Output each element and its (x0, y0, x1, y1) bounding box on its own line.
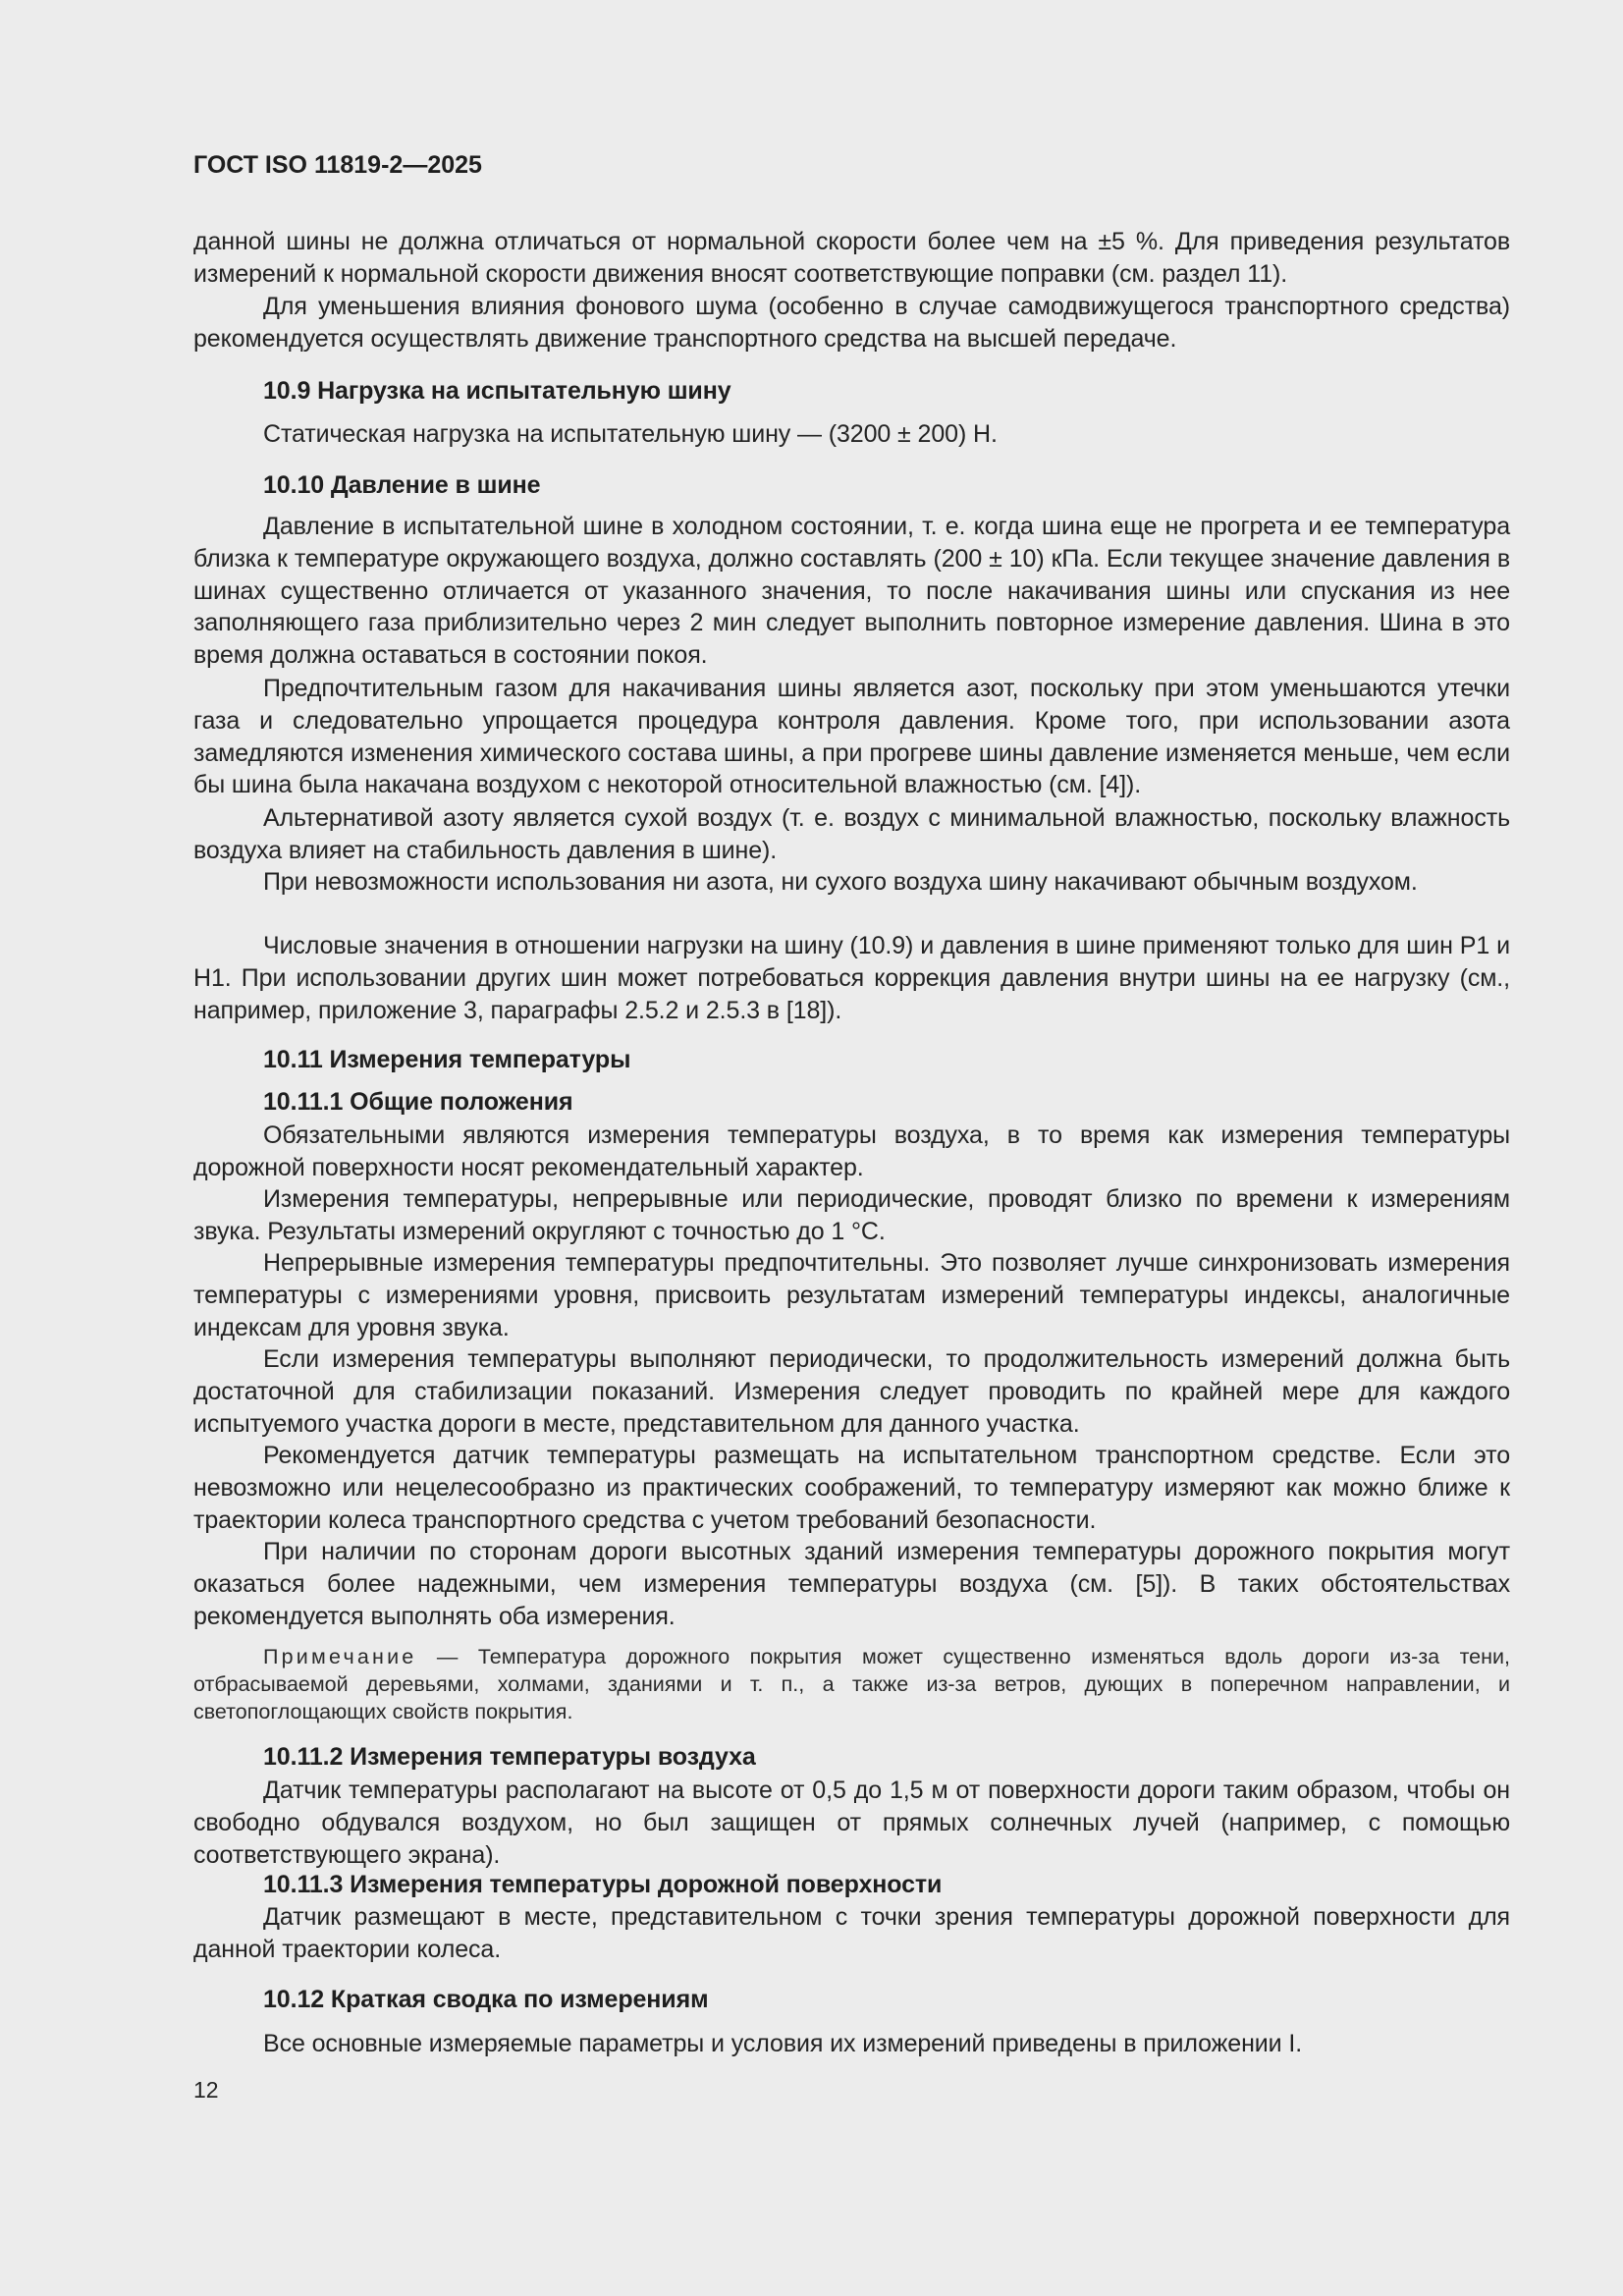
subsection-heading: 10.11.1 Общие положения (263, 1088, 573, 1116)
paragraph: Числовые значения в отношении нагрузки на шину (10.9) и давления в шине применяют только для шин P1 и H1. При использовании других шин может потребоваться коррекция давления внутри шины на ее нагрузку (см., например, приложение 3, параграфы 2.5.2 и 2.5.3 в [18]). (193, 932, 1510, 1024)
section-heading: 10.9 Нагрузка на испытательную шину (263, 377, 731, 405)
paragraph: Давление в испытательной шине в холодном состоянии, т. е. когда шина еще не прогрета и ее температура близка к температуре окружающего воздуха, должно составлять (200 ± 10) кПа. Если текущее значение давления в шинах существенно отличается от указанного значения, то после накачивания шины или спускания из нее заполняющего газа приблизительно через 2 мин следует выполнить повторное измерение давления. Шина в это время должна оставаться в состоянии покоя. (193, 513, 1510, 670)
subsection-heading: 10.11.2 Измерения температуры воздуха (263, 1743, 756, 1771)
note (193, 1643, 1510, 1725)
note-label: Примечание (263, 1645, 417, 1668)
paragraph: Рекомендуется датчик температуры размещать на испытательном транспортном средстве. Если это невозможно или нецелесообразно из практических соображений, то температуру измеряют как можно ближе к траектории колеса транспортного средства с учетом требований безопасности. (193, 1442, 1510, 1534)
section-heading: 10.11 Измерения температуры (263, 1046, 631, 1073)
paragraph: Для уменьшения влияния фонового шума (особенно в случае самодвижущегося транспортного средства) рекомендуется осуществлять движение транспортного средства на высшей передаче. (193, 293, 1510, 353)
paragraph: Статическая нагрузка на испытательную шину — (3200 ± 200) Н. (263, 420, 998, 448)
section-heading: 10.10 Давление в шине (263, 471, 541, 499)
page-number: 12 (193, 2077, 219, 2103)
paragraph: Обязательными являются измерения температуры воздуха, в то время как измерения температуры дорожной поверхности носят рекомендательный характер. (193, 1121, 1510, 1181)
paragraph: данной шины не должна отличаться от нормальной скорости более чем на ±5 %. Для приведения результатов измерений к нормальной скорости движения вносят соответствующие поправки (см. раздел 11). (193, 228, 1510, 288)
paragraph: Предпочтительным газом для накачивания шины является азот, поскольку при этом уменьшаются утечки газа и следовательно упрощается процедура контроля давления. Кроме того, при использовании азота замедляются изменения химического состава шины, а при прогреве шины давление изменяется меньше, чем если бы шина была накачана воздухом с некоторой относительной влажностью (см. [4]). (193, 675, 1510, 799)
paragraph: Датчик температуры располагают на высоте от 0,5 до 1,5 м от поверхности дороги таким образом, чтобы он свободно обдувался воздухом, но был защищен от прямых солнечных лучей (например, с помощью соответствующего экрана). (193, 1777, 1510, 1869)
paragraph: Измерения температуры, непрерывные или периодические, проводят близко по времени к измерениям звука. Результаты измерений округляют с точностью до 1 °С. (193, 1185, 1510, 1245)
paragraph: Все основные измеряемые параметры и условия их измерений приведены в приложении I. (263, 2030, 1303, 2057)
subsection-heading: 10.11.3 Измерения температуры дорожной поверхности (263, 1871, 943, 1898)
paragraph: Датчик размещают в месте, представительном с точки зрения температуры дорожной поверхности для данной траектории колеса. (193, 1903, 1510, 1963)
paragraph: При наличии по сторонам дороги высотных зданий измерения температуры дорожного покрытия могут оказаться более надежными, чем измерения температуры воздуха (см. [5]). В таких обстоятельствах рекомендуется выполнять оба измерения. (193, 1538, 1510, 1630)
note-text: — Температура дорожного покрытия может существенно изменяться вдоль дороги из-за тени, отбрасываемой деревьями, холмами, зданиями и т. п., а также из-за ветров, дующих в поперечном направлении, и светопоглощающих свойств покрытия. (193, 1645, 1510, 1723)
paragraph: Непрерывные измерения температуры предпочтительны. Это позволяет лучше синхронизовать измерения температуры с измерениями уровня, присвоить результатам измерений температуры индексы, аналогичные индексам для уровня звука. (193, 1249, 1510, 1341)
section-heading: 10.12 Краткая сводка по измерениям (263, 1986, 709, 2013)
paragraph: Если измерения температуры выполняют периодически, то продолжительность измерений должна быть достаточной для стабилизации показаний. Измерения следует проводить по крайней мере для каждого испытуемого участка дороги в месте, представительном для данного участка. (193, 1345, 1510, 1438)
paragraph: Альтернативой азоту является сухой воздух (т. е. воздух с минимальной влажностью, поскольку влажность воздуха влияет на стабильность давления в шине). (193, 804, 1510, 864)
paragraph: При невозможности использования ни азота, ни сухого воздуха шину накачивают обычным воздухом. (263, 868, 1418, 896)
document-header: ГОСТ ISO 11819-2—2025 (193, 151, 482, 179)
